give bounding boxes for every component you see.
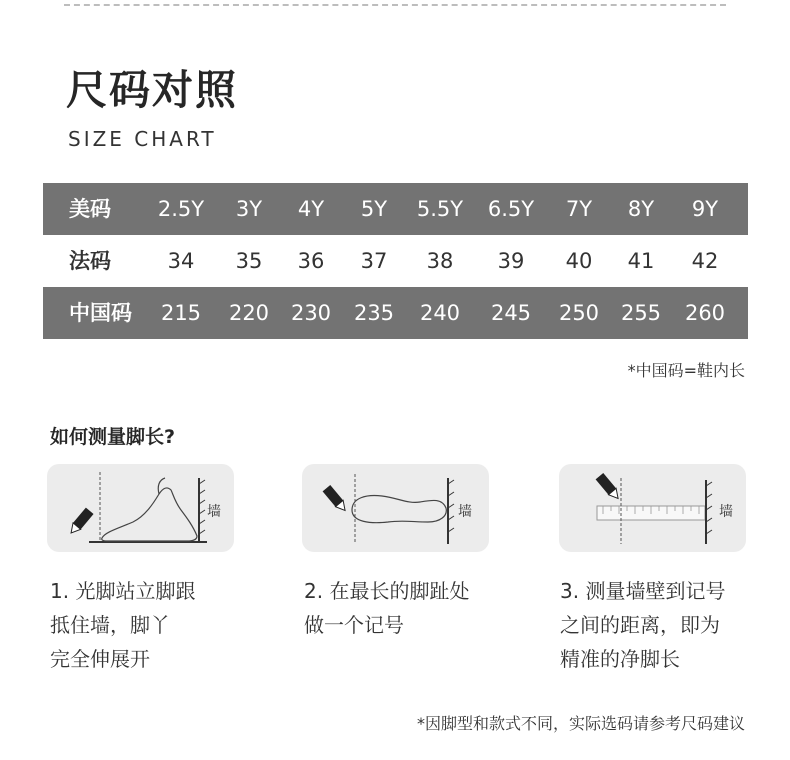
step-3-text bbox=[560, 574, 770, 676]
page-title: 尺码对照 bbox=[66, 66, 238, 114]
step-line: 做一个记号 bbox=[304, 613, 404, 637]
size-cell: 250 bbox=[558, 301, 600, 325]
step-2-text bbox=[304, 574, 514, 642]
step-line: 2. 在最长的脚趾处 bbox=[304, 579, 470, 603]
size-cell: 215 bbox=[160, 301, 202, 325]
foot-top-view-icon bbox=[302, 464, 489, 552]
step-1-text bbox=[50, 574, 260, 676]
size-cell: 5Y bbox=[360, 197, 388, 221]
size-cell: 9Y bbox=[691, 197, 719, 221]
size-cell: 38 bbox=[426, 249, 454, 273]
step-line: 完全伸展开 bbox=[50, 647, 150, 671]
row-label: 法码 bbox=[69, 249, 111, 273]
size-cell: 37 bbox=[360, 249, 388, 273]
size-row-cn bbox=[43, 287, 748, 339]
step-line: 之间的距离，即为 bbox=[560, 613, 720, 637]
ruler-measure-icon bbox=[559, 464, 746, 552]
size-cell: 42 bbox=[691, 249, 719, 273]
size-cell: 8Y bbox=[627, 197, 655, 221]
size-cell: 34 bbox=[167, 249, 195, 273]
step-line: 3. 测量墙壁到记号 bbox=[560, 579, 726, 603]
step-2-illustration bbox=[302, 464, 489, 552]
size-cell: 3Y bbox=[235, 197, 263, 221]
size-advice-note: *因脚型和款式不同，实际选码请参考尺码建议 bbox=[416, 714, 745, 733]
wall-label: 墙 bbox=[458, 504, 472, 520]
size-cell: 36 bbox=[297, 249, 325, 273]
foot-against-wall-icon bbox=[47, 464, 234, 552]
step-3-illustration bbox=[559, 464, 746, 552]
top-dashed-divider bbox=[64, 4, 726, 6]
size-cell: 245 bbox=[490, 301, 532, 325]
size-cell: 4Y bbox=[297, 197, 325, 221]
size-cell: 39 bbox=[497, 249, 525, 273]
size-cell: 2.5Y bbox=[157, 197, 205, 221]
size-cell: 220 bbox=[228, 301, 270, 325]
size-cell: 41 bbox=[627, 249, 655, 273]
size-cell: 260 bbox=[684, 301, 726, 325]
size-cell: 35 bbox=[235, 249, 263, 273]
size-cell: 240 bbox=[419, 301, 461, 325]
step-1-illustration bbox=[47, 464, 234, 552]
size-cell: 6.5Y bbox=[487, 197, 535, 221]
page-subtitle: SIZE CHART bbox=[68, 127, 217, 151]
size-cell: 5.5Y bbox=[416, 197, 464, 221]
step-line: 抵住墙，脚丫 bbox=[50, 613, 170, 637]
size-cell: 40 bbox=[565, 249, 593, 273]
size-cell: 255 bbox=[620, 301, 662, 325]
row-label: 中国码 bbox=[69, 301, 132, 325]
size-chart-table bbox=[43, 183, 748, 339]
size-note: *中国码=鞋内长 bbox=[627, 361, 745, 380]
howto-heading: 如何测量脚长? bbox=[50, 426, 176, 448]
wall-label: 墙 bbox=[719, 504, 733, 520]
size-cell: 230 bbox=[290, 301, 332, 325]
size-cell: 7Y bbox=[565, 197, 593, 221]
wall-label: 墙 bbox=[207, 504, 221, 520]
size-cell: 235 bbox=[353, 301, 395, 325]
step-line: 1. 光脚站立脚跟 bbox=[50, 579, 196, 603]
step-line: 精准的净脚长 bbox=[560, 647, 680, 671]
row-label: 美码 bbox=[69, 197, 111, 221]
size-row-eu bbox=[43, 235, 748, 287]
size-row-us bbox=[43, 183, 748, 235]
